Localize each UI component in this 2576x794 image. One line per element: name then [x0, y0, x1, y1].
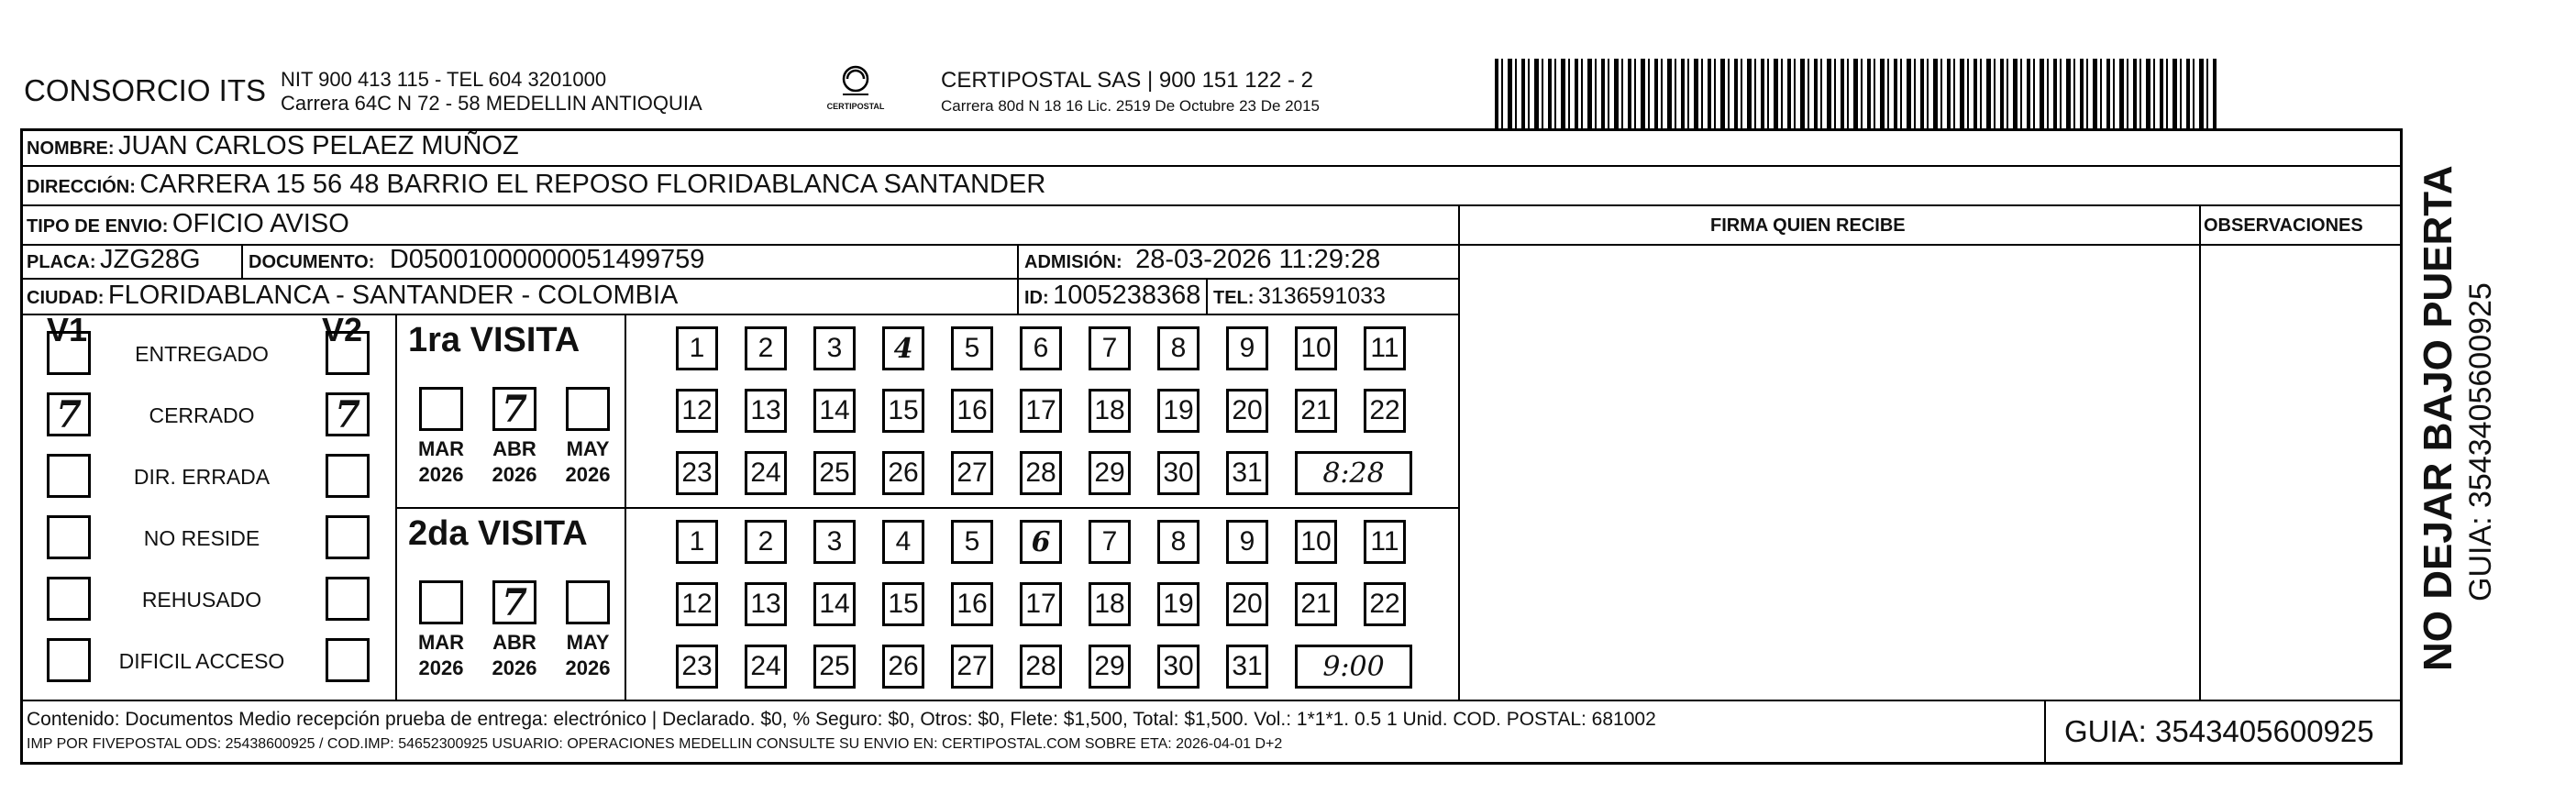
no-dejar-warning: NO DEJAR BAJO PUERTA: [2416, 165, 2460, 671]
status-label: ENTREGADO: [135, 342, 269, 366]
month-checkbox[interactable]: [419, 387, 463, 431]
month-label: ABR 2026: [492, 437, 537, 486]
month-label: MAY 2026: [565, 631, 611, 679]
day-cell[interactable]: 30: [1157, 451, 1200, 495]
time-cell[interactable]: 8:28: [1295, 451, 1412, 495]
day-cell[interactable]: 4: [882, 326, 924, 370]
ciudad-label: CIUDAD:: [27, 288, 105, 308]
day-cell[interactable]: 8: [1157, 520, 1200, 564]
month-checkbox[interactable]: [419, 580, 463, 624]
shipping-form: [20, 128, 2403, 765]
side-guia: GUIA: 3543405600925: [2463, 282, 2498, 601]
tel-value: 3136591033: [1257, 283, 1386, 309]
day-cell[interactable]: 13: [745, 582, 787, 626]
day-cell[interactable]: 20: [1226, 582, 1268, 626]
v1-mark: 7: [56, 392, 82, 436]
v2-checkbox[interactable]: [326, 577, 370, 621]
day-cell[interactable]: 3: [813, 520, 856, 564]
barcode: [1495, 59, 2219, 128]
placa-label: PLACA:: [27, 252, 96, 272]
day-cell[interactable]: 5: [951, 520, 993, 564]
day-cell[interactable]: 16: [951, 389, 993, 433]
admision-row: [1024, 245, 1380, 275]
placa-value: JZG28G: [100, 245, 201, 274]
tipo-row: [27, 209, 349, 239]
day-cell[interactable]: 13: [745, 389, 787, 433]
documento-value: D05001000000051499759: [389, 245, 705, 274]
day-cell[interactable]: 17: [1020, 389, 1062, 433]
tel-label: TEL:: [1213, 288, 1255, 308]
day-cell[interactable]: 15: [882, 582, 924, 626]
firma-label: FIRMA QUIEN RECIBE: [1710, 215, 1906, 236]
admision-label: ADMISIÓN:: [1024, 252, 1122, 272]
day-cell[interactable]: 7: [1089, 520, 1131, 564]
nombre-value: JUAN CARLOS PELAEZ MUÑOZ: [118, 131, 519, 160]
month-label: ABR 2026: [492, 631, 537, 679]
day-cell[interactable]: 27: [951, 645, 993, 689]
v2-checkbox[interactable]: [326, 515, 370, 559]
company-name: CONSORCIO ITS: [24, 73, 267, 107]
carrier-info: [941, 68, 1320, 116]
ciudad-value: FLORIDABLANCA - SANTANDER - COLOMBIA: [107, 281, 679, 310]
tipo-label: TIPO DE ENVIO:: [27, 216, 169, 237]
day-cell[interactable]: 14: [813, 582, 856, 626]
tel-row: [1213, 283, 1386, 310]
day-grid: [676, 326, 1417, 495]
status-label: DIR. ERRADA: [133, 465, 271, 489]
day-cell[interactable]: 11: [1364, 520, 1406, 564]
month-checkbox[interactable]: [566, 580, 610, 624]
day-cell[interactable]: 31: [1226, 645, 1268, 689]
day-cell[interactable]: 21: [1295, 389, 1337, 433]
id-row: [1024, 281, 1200, 311]
day-cell[interactable]: 24: [745, 451, 787, 495]
v2-checkbox[interactable]: [326, 638, 370, 682]
day-cell[interactable]: 9: [1226, 326, 1268, 370]
day-cell[interactable]: 16: [951, 582, 993, 626]
documento-label: DOCUMENTO:: [249, 252, 375, 272]
status-label: CERRADO: [149, 403, 255, 427]
v1-header: V1: [47, 311, 88, 348]
carrier-name: CERTIPOSTAL SAS | 900 151 122 - 2: [941, 68, 1313, 93]
day-cell[interactable]: 12: [676, 389, 718, 433]
day-cell[interactable]: 10: [1295, 326, 1337, 370]
time-cell[interactable]: 9:00: [1295, 645, 1412, 689]
day-grid: [676, 520, 1417, 689]
observaciones-label: OBSERVACIONES: [2204, 215, 2363, 236]
imp-line: IMP POR FIVEPOSTAL ODS: 25438600925 / COD.IMP: 54652300925 USUARIO: OPERACIONES MEDELLIN CONSULTE SU ENVIO EN: CERTIPOSTAL.COM SOBRE ETA: 2026-04-01 D+2: [27, 736, 1283, 752]
status-label: REHUSADO: [141, 588, 262, 612]
day-cell[interactable]: 22: [1364, 582, 1406, 626]
day-cell[interactable]: 14: [813, 389, 856, 433]
visit-title: 1ra VISITA: [408, 321, 580, 359]
day-cell[interactable]: 23: [676, 451, 718, 495]
day-cell[interactable]: 1: [676, 520, 718, 564]
day-cell[interactable]: 18: [1089, 389, 1131, 433]
day-cell[interactable]: 12: [676, 582, 718, 626]
day-cell[interactable]: 21: [1295, 582, 1337, 626]
day-cell[interactable]: 9: [1226, 520, 1268, 564]
documento-row: [249, 245, 704, 275]
carrier-address: Carrera 80d N 18 16 Lic. 2519 De Octubre 23 De 2015: [941, 97, 1320, 115]
id-label: ID:: [1024, 288, 1049, 308]
status-label: NO RESIDE: [143, 526, 260, 550]
v2-checkbox[interactable]: [326, 392, 370, 436]
day-cell[interactable]: 25: [813, 451, 856, 495]
logo-text: CERTIPOSTAL: [826, 102, 885, 111]
month-mark: 7: [502, 387, 527, 431]
day-cell[interactable]: 25: [813, 645, 856, 689]
day-cell[interactable]: 11: [1364, 326, 1406, 370]
nombre-label: NOMBRE:: [27, 138, 115, 159]
tipo-value: OFICIO AVISO: [171, 209, 349, 238]
day-cell[interactable]: 8: [1157, 326, 1200, 370]
day-cell[interactable]: 6: [1020, 326, 1062, 370]
day-cell[interactable]: 5: [951, 326, 993, 370]
day-cell[interactable]: 4: [882, 520, 924, 564]
day-cell[interactable]: 19: [1157, 582, 1200, 626]
day-cell[interactable]: 10: [1295, 520, 1337, 564]
ciudad-row: [27, 281, 678, 311]
footer-guia: GUIA: 3543405600925: [2064, 714, 2374, 748]
direccion-label: DIRECCIÓN:: [27, 177, 136, 197]
admision-value: 28-03-2026 11:29:28: [1135, 245, 1381, 274]
day-cell[interactable]: 30: [1157, 645, 1200, 689]
day-cell[interactable]: 26: [882, 645, 924, 689]
direccion-row: [27, 170, 1045, 200]
month-label: MAR 2026: [417, 437, 465, 486]
day-cell[interactable]: 2: [745, 520, 787, 564]
v2-mark: 7: [335, 392, 360, 436]
month-label: MAY 2026: [565, 437, 611, 486]
direccion-value: CARRERA 15 56 48 BARRIO EL REPOSO FLORIDABLANCA SANTANDER: [139, 170, 1046, 199]
month-checkbox[interactable]: [492, 580, 536, 624]
v2-checkbox[interactable]: [326, 454, 370, 498]
day-cell[interactable]: 26: [882, 451, 924, 495]
status-label: DIFICIL ACCESO: [118, 649, 285, 673]
month-label: MAR 2026: [417, 631, 465, 679]
day-cell[interactable]: 29: [1089, 451, 1131, 495]
content-line: Contenido: Documentos Medio recepción prueba de entrega: electrónico | Declarado. $0, % Seguro: $0, Otros: $0, Flete: $1,500, Total: $1,500. Vol.: 1*1*1. 0.5 1 Unid. COD. POSTAL: 681002: [27, 709, 1656, 730]
certipostal-logo-icon: [837, 64, 874, 97]
day-cell[interactable]: 3: [813, 326, 856, 370]
day-cell[interactable]: 27: [951, 451, 993, 495]
month-mark: 7: [502, 580, 527, 624]
v2-checkbox[interactable]: [326, 331, 370, 375]
placa-row: [27, 245, 201, 275]
day-cell[interactable]: 7: [1089, 326, 1131, 370]
day-cell[interactable]: 31: [1226, 451, 1268, 495]
day-cell[interactable]: 29: [1089, 645, 1131, 689]
day-cell[interactable]: 28: [1020, 451, 1062, 495]
day-cell[interactable]: 18: [1089, 582, 1131, 626]
visit-title: 2da VISITA: [408, 514, 588, 553]
month-checkbox[interactable]: [566, 387, 610, 431]
v2-header: V2: [322, 311, 363, 348]
day-cell[interactable]: 19: [1157, 389, 1200, 433]
day-cell[interactable]: 28: [1020, 645, 1062, 689]
month-checkbox[interactable]: [492, 387, 536, 431]
company-address: Carrera 64C N 72 - 58 MEDELLIN ANTIOQUIA: [281, 92, 702, 115]
day-cell[interactable]: 20: [1226, 389, 1268, 433]
day-cell[interactable]: 22: [1364, 389, 1406, 433]
day-cell[interactable]: 6: [1020, 520, 1062, 564]
day-cell[interactable]: 2: [745, 326, 787, 370]
day-cell[interactable]: 24: [745, 645, 787, 689]
nombre-row: [27, 131, 519, 161]
id-value: 1005238368: [1053, 281, 1201, 310]
day-cell[interactable]: 23: [676, 645, 718, 689]
day-cell[interactable]: 1: [676, 326, 718, 370]
certipostal-logo: [824, 64, 888, 111]
day-cell[interactable]: 15: [882, 389, 924, 433]
company-info: [281, 68, 702, 116]
day-cell[interactable]: 17: [1020, 582, 1062, 626]
company-nit: NIT 900 413 115 - TEL 604 3201000: [281, 68, 607, 91]
